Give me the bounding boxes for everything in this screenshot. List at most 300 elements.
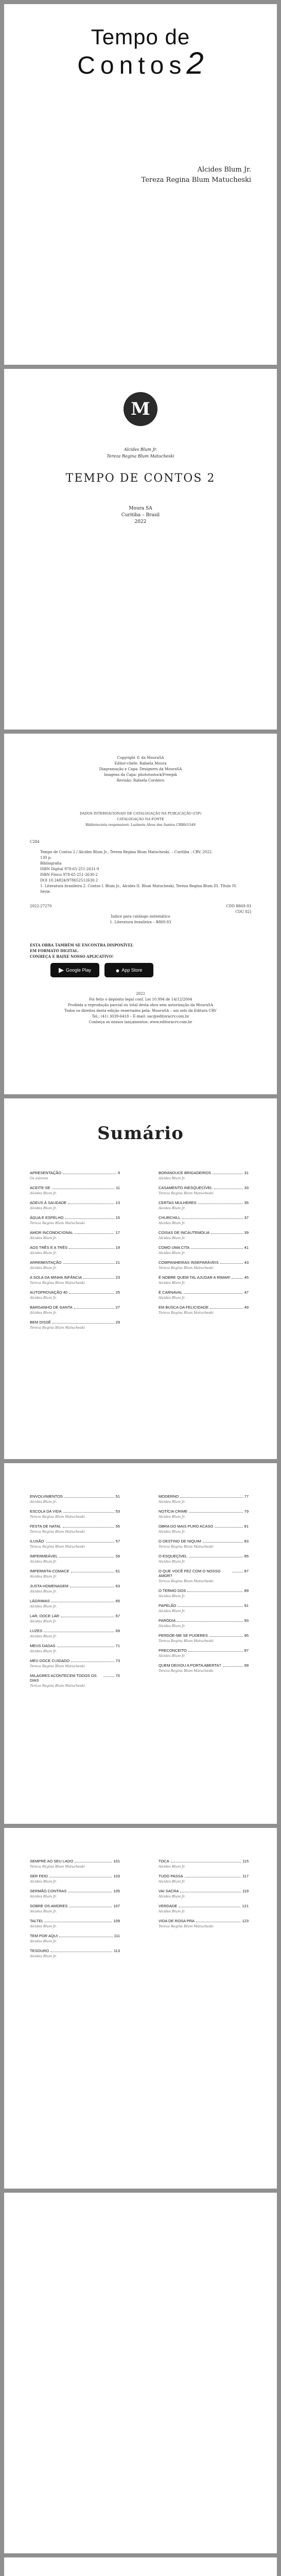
toc-entry-author: Alcides Blum Jr.: [30, 1924, 57, 1928]
toc-entry[interactable]: [30, 1539, 120, 1549]
toc-entry[interactable]: [159, 1859, 249, 1869]
toc-entry-page: 43: [244, 1260, 249, 1265]
toc-entry-page: 23: [115, 1275, 120, 1280]
toc-entry[interactable]: [30, 1889, 120, 1899]
toc-entry-title: JUSTA HOMENAGEM: [30, 1584, 68, 1588]
toc-entry-page: 69: [115, 1629, 120, 1633]
toc-entry-page: 123: [242, 1919, 249, 1923]
toc-entry-title: TEM POR AQUI: [30, 1934, 58, 1938]
toc-entry-row: [30, 1599, 120, 1603]
toc-entry-row: [30, 1494, 120, 1499]
imprint-page: [4, 369, 277, 730]
toc-entry-title: PARÓDIA: [159, 1618, 176, 1623]
toc-entry-page: 73: [115, 1658, 120, 1663]
toc-leader-dots: [203, 1542, 243, 1543]
toc-entry[interactable]: [159, 1200, 249, 1210]
toc-entry-title: CERTAS MULHERES: [159, 1200, 197, 1205]
toc-entry-page: 45: [244, 1275, 249, 1280]
imprint-author-2: Tereza Regina Blum Matucheski: [107, 454, 174, 459]
toc-entry-row: [30, 1320, 120, 1325]
toc-entry[interactable]: [30, 1569, 120, 1579]
toc-entry-author: Alcides Blum Jr.: [30, 1236, 57, 1240]
ebook-notice: [30, 942, 251, 959]
toc-entry-row: [159, 1633, 249, 1638]
toc-entry-title: OBRA DO MAIS PURO ACASO: [159, 1524, 214, 1529]
toc-leader-dots: [189, 1512, 242, 1513]
toc-entry-row: [30, 1569, 120, 1573]
toc-entry-author: Tereza Regina Blum Matucheski: [30, 1326, 85, 1330]
toc-entry-author: Alcides Blum Jr.: [159, 1281, 186, 1285]
toc-entry[interactable]: [159, 1633, 249, 1643]
toc-entry[interactable]: [30, 1599, 120, 1608]
toc-entry-author: Alcides Blum Jr.: [30, 1909, 57, 1913]
toc-entry[interactable]: [30, 1554, 120, 1564]
toc-entry-page: 85: [244, 1554, 249, 1558]
toc-entry-page: 11: [116, 1185, 120, 1190]
toc-entry[interactable]: [159, 1663, 249, 1673]
toc-entry[interactable]: [159, 1494, 249, 1504]
toc-entry[interactable]: [30, 1494, 120, 1504]
app-store-badge[interactable]: [104, 963, 153, 977]
toc-column: [159, 1859, 249, 1934]
toc-entry-row: [159, 1494, 249, 1499]
toc-entry-title: VAI SACRA: [159, 1889, 179, 1893]
toc-entry-author: Tereza Regina Blum Matucheski: [30, 1221, 85, 1225]
imprint-authors: [4, 446, 277, 460]
toc-entry-author: Alcides Blum Jr.: [159, 1221, 186, 1225]
toc-page-1: [4, 1098, 277, 1459]
toc-entry[interactable]: [30, 1874, 120, 1884]
toc-entry-title: VIDA DE ROSA PRA: [159, 1919, 195, 1923]
toc-entry-title: APRESENTAÇÃO: [30, 1171, 62, 1175]
toc-entry[interactable]: [159, 1874, 249, 1884]
toc-entry-page: 87: [244, 1569, 249, 1573]
toc-entry-page: 107: [113, 1904, 120, 1908]
toc-leader-dots: [63, 1527, 114, 1528]
legal-line: Proibida a reprodução parcial ou total desta obra sem autorização da MouraSA: [67, 1003, 214, 1007]
toc-entry-title: SER FEIO: [30, 1874, 48, 1878]
toc-entry-row: [30, 1948, 120, 1953]
toc-entry[interactable]: [159, 1305, 249, 1315]
toc-entry[interactable]: [159, 1275, 249, 1285]
toc-leader-dots: [210, 1308, 243, 1309]
toc-entry-row: [159, 1904, 249, 1908]
toc-entry[interactable]: [159, 1554, 249, 1564]
toc-entry-author: Alcides Blum Jr.: [159, 1296, 186, 1300]
toc-entry-page: 119: [242, 1889, 249, 1893]
toc-entry[interactable]: [30, 1673, 120, 1688]
toc-entry-row: [30, 1305, 120, 1310]
toc-entry[interactable]: [30, 1215, 120, 1225]
toc-leader-dots: [211, 1233, 242, 1234]
toc-entry[interactable]: [30, 1584, 120, 1594]
ficha-line: ISBN Digital 978-65-251-2631-9: [40, 867, 99, 871]
toc-entry-row: [30, 1290, 120, 1295]
toc-entry-title: COISAS DE INCAUTEMOLIA: [159, 1230, 210, 1235]
toc-entry-page: 21: [115, 1260, 120, 1265]
cover-title: [4, 25, 277, 81]
ebook-line: EM FORMATO DIGITAL.: [30, 948, 79, 953]
toc-entry-page: 51: [115, 1494, 120, 1499]
toc-leader-dots: [83, 1278, 114, 1279]
toc-entry-author: Tereza Regina Blum Matucheski: [30, 1515, 85, 1519]
toc-column: [159, 1494, 249, 1678]
toc-entry-title: NOTÍCIA CRIME: [159, 1509, 188, 1514]
ficha-number: 2022-27270: [30, 904, 52, 908]
ficha-line: Bibliografia: [40, 861, 62, 866]
ficha-line: DOI 10.24824/978652512630.2: [40, 878, 98, 883]
toc-entry[interactable]: [159, 1290, 249, 1300]
toc-entry-row: [159, 1215, 249, 1220]
toc-entry[interactable]: [30, 1643, 120, 1653]
toc-leader-dots: [184, 1293, 242, 1294]
cover-title-number: 2: [186, 46, 204, 80]
toc-leader-dots: [223, 1666, 243, 1667]
toc-entry-page: 113: [114, 1948, 120, 1953]
legal-line: 2022: [136, 992, 145, 996]
toc-entry-row: [159, 1569, 249, 1578]
toc-entry-title: PRECONCEITO: [159, 1648, 187, 1653]
toc-entry-row: [30, 1260, 120, 1265]
toc-entry-title: IMPERMITA-COMACE: [30, 1569, 69, 1573]
toc-entry-author: Alcides Blum Jr.: [30, 1311, 57, 1315]
toc-entry-author: Alcides Blum Jr.: [159, 1594, 186, 1598]
toc-entry-title: PERDOE-ME SE PUDERES: [159, 1633, 208, 1638]
credits-line: Revisão: Rafaela Cordeiro: [116, 778, 165, 783]
apresentacao-page: [4, 2557, 277, 2576]
toc-entry-author: Tereza Regina Blum Matucheski: [30, 1684, 85, 1688]
toc-entry-row: [159, 1554, 249, 1558]
toc-column: [30, 1171, 120, 1335]
toc-entry-row: [30, 1539, 120, 1544]
toc-entry-title: O DESTINO DE NIQUIM: [159, 1539, 201, 1544]
toc-leader-dots: [178, 1606, 242, 1607]
toc-column: [30, 1494, 120, 1693]
toc-entry-title: MILAGRES ACONTECEM TODOS OS DIAS: [30, 1673, 97, 1683]
apple-icon: ●: [115, 966, 120, 974]
toc-entry-title: ADEUS À SAUDADE: [30, 1200, 67, 1205]
imprint-publisher-name: Moura SA: [129, 506, 152, 511]
toc-entry-page: 105: [113, 1889, 120, 1893]
toc-entry[interactable]: [159, 1618, 249, 1628]
toc-entry-title: O TERMO DOS: [159, 1588, 186, 1593]
toc-entry-title: TESOURO: [30, 1948, 49, 1953]
toc-entry-author: Alcides Blum Jr.: [159, 1236, 186, 1240]
toc-entry-page: 93: [244, 1618, 249, 1623]
toc-entry-page: 101: [113, 1859, 120, 1863]
toc-entry-row: [30, 1919, 120, 1923]
legal-line: Todos os direitos desta edição reservados pela: MouraSA – um selo da Editora CRV: [64, 1009, 217, 1013]
play-icon: ▶: [58, 966, 64, 974]
toc-entry-author: Tereza Regina Blum Matucheski: [159, 1545, 214, 1549]
toc-entry-author: Alcides Blum Jr.: [159, 1530, 186, 1534]
toc-entry-title: BORANDUCE BRIGADEIROS: [159, 1171, 212, 1175]
credits-page: [4, 734, 277, 1094]
toc-entry-author: Alcides Blum Jr.: [30, 1296, 57, 1300]
toc-entry-title: COMPANHEIRAS INSEPARÁVEIS: [159, 1260, 219, 1265]
toc-entry[interactable]: [30, 1185, 120, 1195]
toc-entry-page: 97: [244, 1648, 249, 1653]
toc-entry-row: [159, 1859, 249, 1863]
toc-entry-row: [30, 1673, 120, 1683]
toc-entry-title: É NOBRE QUEM TAL AJUDAR A RIMAR!: [159, 1275, 231, 1280]
toc-entry-page: 25: [115, 1290, 120, 1295]
toc-leader-dots: [177, 1621, 242, 1622]
toc-entry-page: 19: [115, 1245, 120, 1250]
toc-entry-page: 81: [244, 1524, 249, 1529]
ficha-bottom: [30, 904, 251, 915]
toc-entry-title: AUTOPROVAÇÃO 40: [30, 1290, 68, 1295]
toc-entry-author: Alcides Blum Jr.: [159, 1609, 186, 1613]
toc-entry-page: 115: [242, 1859, 249, 1863]
toc-entry-row: [30, 1509, 120, 1514]
cover-authors: [142, 165, 251, 185]
toc-page-3: [4, 1828, 277, 2189]
index-line: Índice para catálogo sistemático: [111, 914, 170, 919]
toc-entry-title: LÁGRIMAS: [30, 1599, 50, 1603]
ficha-header-line: DADOS INTERNACIONAIS DE CATALOGAÇÃO NA PUBLICAÇÃO (CIP): [79, 811, 202, 816]
toc-entry[interactable]: [159, 1509, 249, 1519]
toc-entry-title: VERDADE: [159, 1904, 178, 1908]
toc-entry[interactable]: [159, 1185, 249, 1195]
toc-entry-author: Alcides Blum Jr.: [30, 1634, 57, 1638]
toc-entry-row: [30, 1200, 120, 1205]
toc-entry-row: [159, 1889, 249, 1893]
toc-entry-title: EM BUSCA DA FELICIDADE: [159, 1305, 209, 1310]
index-line: 1. Literatura brasileira – B869.93: [110, 920, 171, 924]
toc-entry-title: ILUSÃO: [30, 1539, 44, 1544]
toc-entry-page: 63: [115, 1584, 120, 1588]
toc-entry-title: COMO UMA CITA: [159, 1245, 190, 1250]
toc-entry[interactable]: [30, 1320, 120, 1330]
toc-entry[interactable]: [159, 1171, 249, 1180]
toc-entry-author: Tereza Regina Blum Matucheski: [159, 1639, 214, 1643]
toc-entry-page: 35: [244, 1200, 249, 1205]
toc-entry-row: [30, 1524, 120, 1529]
credits-top: [4, 755, 277, 784]
toc-entry-author: Alcides Blum Jr.: [30, 1879, 57, 1884]
ficha-cdd: CDD B869.93: [226, 904, 251, 908]
toc-leader-dots: [65, 1218, 114, 1219]
toc-entry[interactable]: [30, 1629, 120, 1638]
toc-entry-page: 75: [115, 1673, 120, 1678]
toc-entry[interactable]: [159, 1245, 249, 1255]
ficha-line: Tempo de Contos 2 / Alcides Blum Jr., Tereza Regina Blum Matucheski. – Curitiba : CRV, 2022.: [40, 850, 213, 854]
toc-entry-row: [159, 1275, 249, 1280]
google-play-badge[interactable]: [50, 963, 99, 977]
toc-entry[interactable]: [159, 1904, 249, 1913]
toc-entry-row: [159, 1618, 249, 1623]
toc-entry[interactable]: [30, 1200, 120, 1210]
toc-entry[interactable]: [30, 1904, 120, 1913]
toc-entry-author: Tereza Regina Blum Matucheski: [159, 1311, 214, 1315]
ficha-body: [40, 850, 246, 895]
toc-column: [30, 1859, 120, 1963]
toc-leader-dots: [52, 1323, 114, 1324]
toc-entry-page: 47: [244, 1290, 249, 1295]
toc-entry-author: Tereza Regina Blum Matucheski: [30, 1530, 85, 1534]
toc-entry[interactable]: [30, 1290, 120, 1300]
toc-entry-author: Alcides Blum Jr.: [30, 1574, 57, 1579]
toc-entry-title: AOS TRÊS E A TRÊS: [30, 1245, 68, 1250]
logo-letter: M: [131, 399, 150, 419]
toc-entry-author: Tereza Regina Blum Matucheski: [30, 1664, 85, 1668]
toc-entry-row: [159, 1509, 249, 1514]
blank-page: [4, 2193, 277, 2553]
toc-leader-dots: [215, 1527, 242, 1528]
toc-entry-title: MODERNO: [159, 1494, 179, 1499]
toc-entry[interactable]: [30, 1260, 120, 1270]
toc-entry-page: 13: [115, 1200, 120, 1205]
toc-entry-author: Alcides Blum Jr.: [30, 1589, 57, 1594]
toc-entry[interactable]: [159, 1648, 249, 1658]
toc-entry-author: Alcides Blum Jr.: [30, 1191, 57, 1195]
toc-leader-dots: [220, 1263, 243, 1264]
toc-entry[interactable]: [30, 1658, 120, 1668]
legal-line: Tel.: (41) 3039-6418 – E-mail: sac@editoracrv.com.br: [92, 1014, 189, 1019]
toc-entry-page: 117: [242, 1874, 249, 1878]
ficha-header: [4, 811, 277, 828]
toc-entry[interactable]: [159, 1889, 249, 1899]
toc-leader-dots: [188, 1651, 243, 1652]
publisher-logo: [124, 392, 157, 426]
toc-entry-row: [159, 1874, 249, 1878]
ficha-header-line: CATALOGAÇÃO NA FONTE: [117, 817, 164, 821]
toc-entry[interactable]: [30, 1275, 120, 1285]
toc-leader-dots: [64, 1497, 114, 1498]
toc-entry-row: [159, 1260, 249, 1265]
toc-entry-title: MEU DOCE CUIDADO: [30, 1658, 70, 1663]
ficha-header-line: Bibliotecária responsável: Luzinete Alves dos Santos CRB9/1549: [85, 823, 196, 827]
toc-entry-title: SEMPRE AO SEU LADO: [30, 1859, 74, 1863]
toc-entry[interactable]: [30, 1934, 120, 1943]
toc-entry-author: Alcides Blum Jr.: [159, 1251, 186, 1255]
cover-title-line2: [4, 45, 277, 81]
ficha-line: 1. Literatura brasileira 2. Contos I. Blum Jr., Alcides II. Blum Matucheski, Tereza Regina Blum III. Título IV. Série.: [40, 884, 237, 894]
toc-leader-dots: [191, 1248, 242, 1249]
toc-entry-row: [159, 1245, 249, 1250]
toc-entry-author: Alcides Blum Jr.: [159, 1560, 186, 1564]
toc-entry-title: MEUS DADAS: [30, 1643, 56, 1648]
toc-entry-page: 41: [244, 1245, 249, 1250]
toc-entry-title: CASAMENTO INESQUECÍVEL: [159, 1185, 213, 1190]
toc-entry-page: 27: [115, 1305, 120, 1310]
toc-entry-title: FESTA DE NATAL: [30, 1524, 61, 1529]
toc-entry-page: 53: [115, 1509, 120, 1514]
toc-entry-row: [159, 1663, 249, 1668]
toc-leader-dots: [63, 1512, 114, 1513]
toc-leader-dots: [232, 1278, 242, 1279]
app-badges: [50, 963, 153, 977]
toc-entry-page: 37: [244, 1215, 249, 1220]
toc-entry-page: 109: [113, 1919, 120, 1923]
credits-line: Diagramação e Capa: Designers da MouraSA: [99, 767, 182, 771]
toc-leader-dots: [74, 1308, 114, 1309]
ebook-line: CONHEÇA E BAIXE NOSSO APLICATIVO!: [30, 954, 114, 959]
credits-line: Editor-chefe: Rafaela Moura: [114, 761, 167, 766]
toc-entry-author: Alcides Blum Jr.: [30, 1560, 57, 1564]
toc-entry-row: [30, 1185, 120, 1190]
toc-entry[interactable]: [30, 1245, 120, 1255]
toc-entry-row: [159, 1919, 249, 1923]
imprint-title: TEMPO DE CONTOS 2: [65, 472, 216, 485]
toc-entry-author: Tereza Regina Blum Matucheski: [159, 1191, 214, 1195]
toc-entry[interactable]: [159, 1919, 249, 1928]
toc-entry-row: [30, 1643, 120, 1648]
toc-entry-row: [30, 1614, 120, 1618]
toc-entry-author: Tereza Regina Blum Matucheski: [30, 1545, 85, 1549]
toc-entry-page: 99: [244, 1663, 249, 1668]
toc-entry-author: Os autores: [30, 1176, 48, 1180]
toc-entry[interactable]: [159, 1588, 249, 1598]
toc-entry-author: Tereza Regina Blum Matucheski: [30, 1281, 85, 1285]
toc-entry-author: Tereza Regina Blum Matucheski: [159, 1266, 214, 1270]
toc-leader-dots: [209, 1636, 243, 1637]
toc-entry[interactable]: [30, 1859, 120, 1869]
toc-entry[interactable]: [30, 1614, 120, 1623]
toc-entry-row: [30, 1584, 120, 1588]
toc-entry[interactable]: [159, 1539, 249, 1549]
toc-entry-author: Alcides Blum Jr.: [30, 1619, 57, 1623]
toc-leader-dots: [182, 1218, 243, 1219]
toc-entry-author: Tereza Regina Blum Matucheski: [159, 1669, 214, 1673]
toc-entry[interactable]: [30, 1305, 120, 1315]
toc-entry-page: 89: [244, 1588, 249, 1593]
toc-entry-author: Alcides Blum Jr.: [30, 1251, 57, 1255]
toc-entry-row: [30, 1554, 120, 1558]
toc-entry-title: ÁGUA E ESPELHO: [30, 1215, 64, 1220]
toc-entry-author: Tereza Regina Blum Matucheski: [30, 1865, 85, 1869]
toc-entry-title: ESCOLA DA VIDA: [30, 1509, 62, 1514]
toc-entry[interactable]: [30, 1230, 120, 1240]
toc-entry[interactable]: [159, 1230, 249, 1240]
cover-title-line1: Tempo de: [91, 25, 190, 49]
toc-entry[interactable]: [159, 1569, 249, 1583]
toc-entry-page: 29: [115, 1320, 120, 1325]
toc-entry-title: LUZES: [30, 1629, 43, 1633]
toc-entry-title: QUEM DEIXOU A PORTA ABERTA?: [159, 1663, 221, 1668]
toc-title: Sumário: [97, 1123, 184, 1144]
toc-entry[interactable]: [30, 1948, 120, 1958]
toc-leader-dots: [180, 1497, 242, 1498]
toc-entry-author: Alcides Blum Jr.: [30, 1894, 57, 1899]
toc-entry-row: [159, 1539, 249, 1544]
toc-entry-title: O QUE VOCÊ FEZ COM O NOSSO AMOR?: [159, 1569, 221, 1578]
toc-entry-row: [30, 1215, 120, 1220]
toc-entry-page: 17: [115, 1230, 120, 1235]
toc-entry[interactable]: [159, 1524, 249, 1534]
toc-entry-author: Alcides Blum Jr.: [159, 1654, 186, 1658]
toc-entry-page: 77: [244, 1494, 249, 1499]
toc-entry[interactable]: [159, 1260, 249, 1270]
toc-entry[interactable]: [30, 1509, 120, 1519]
toc-entry[interactable]: [30, 1171, 120, 1180]
toc-entry-row: [30, 1230, 120, 1235]
toc-entry[interactable]: [30, 1919, 120, 1928]
toc-leader-dots: [103, 1676, 114, 1677]
toc-leader-dots: [63, 1263, 114, 1264]
toc-entry[interactable]: [159, 1603, 249, 1613]
toc-entry-row: [159, 1648, 249, 1653]
systematic-index: [4, 914, 277, 925]
toc-entry[interactable]: [159, 1215, 249, 1225]
toc-entry-page: 103: [113, 1874, 120, 1878]
cover-title-word: Contos: [77, 52, 187, 79]
credits-line: Imagens da Capa: phototostock/Freepik: [103, 773, 178, 777]
ficha-line: ISBN Físico 978-65-251-2630-2: [40, 873, 98, 877]
toc-leader-dots: [46, 1542, 114, 1543]
toc-entry[interactable]: [30, 1524, 120, 1534]
